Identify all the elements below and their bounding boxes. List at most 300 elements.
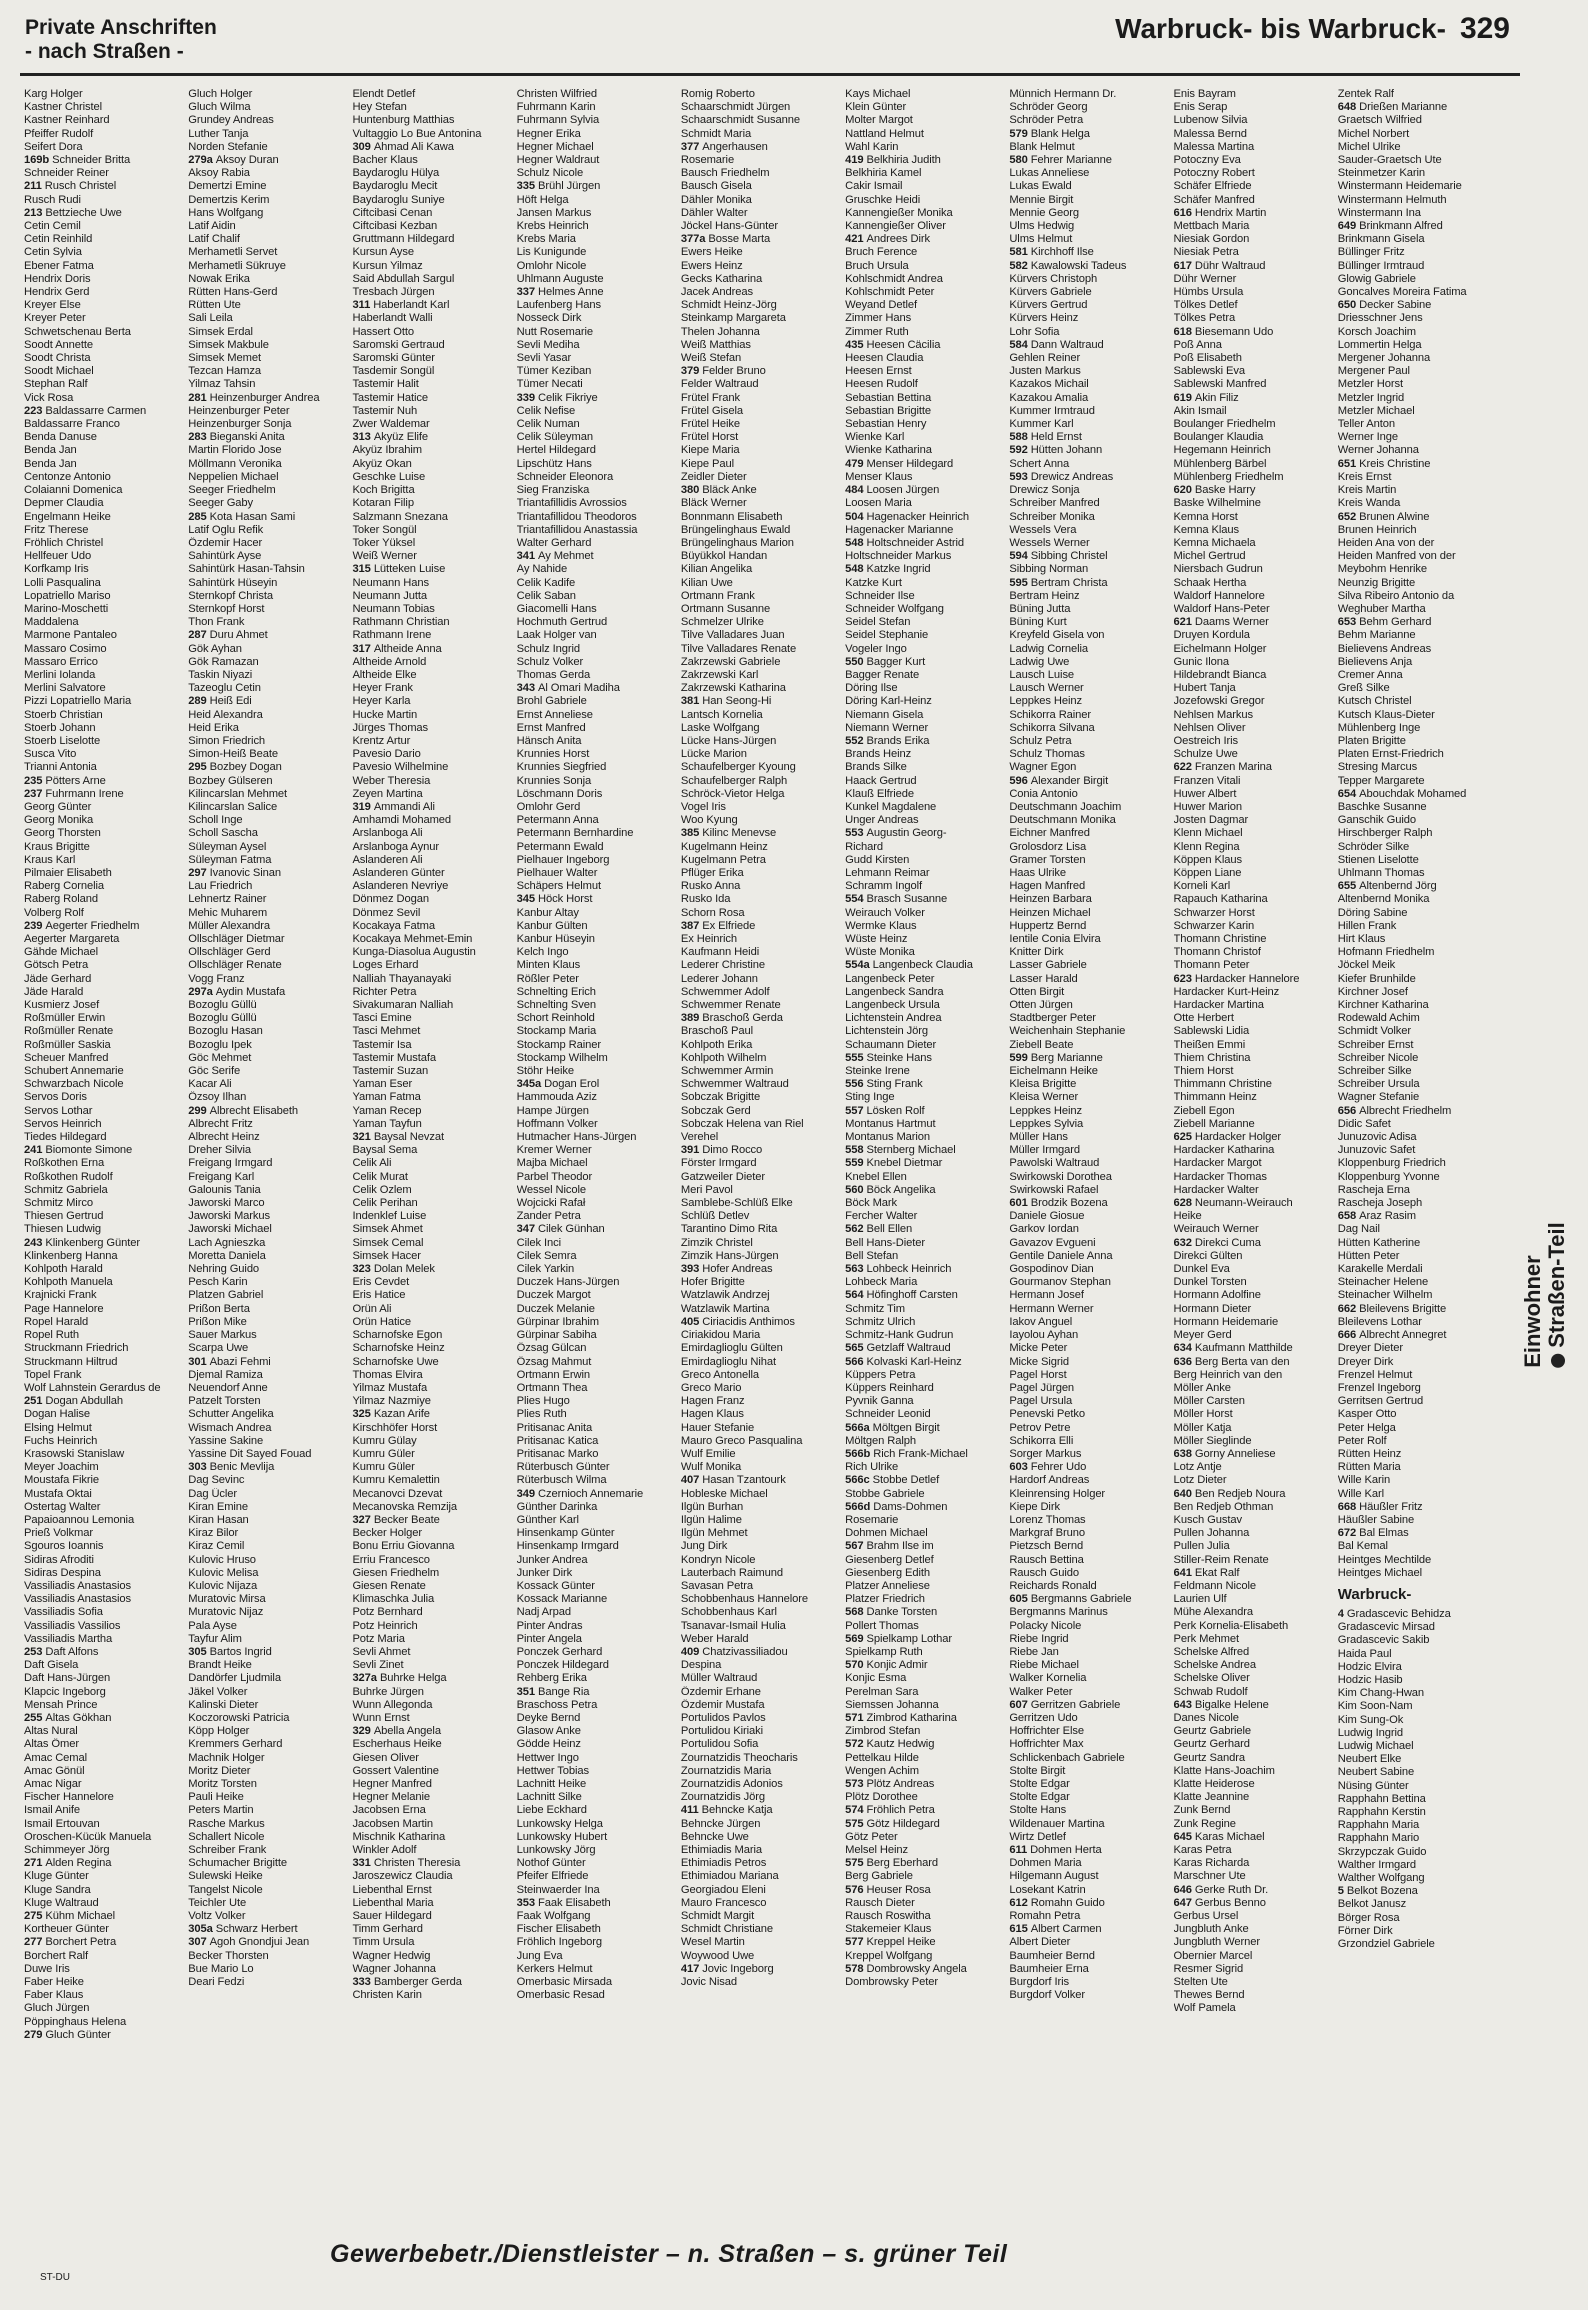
house-number: 349 — [516, 1487, 536, 1500]
house-number: 223 — [24, 404, 43, 417]
resident-name: Liebenthal Ernst — [352, 1883, 432, 1896]
resident-entry — [1009, 1976, 1167, 1989]
resident-entry — [1174, 167, 1332, 180]
resident-name: Möltgen Ralph — [845, 1434, 916, 1447]
resident-entry — [188, 761, 346, 774]
resident-entry — [1009, 1725, 1167, 1738]
house-number: 569 — [845, 1632, 864, 1645]
resident-entry — [1174, 273, 1332, 286]
resident-entry — [352, 1184, 510, 1197]
resident-entry — [845, 352, 1003, 365]
resident-entry — [517, 1237, 675, 1250]
resident-entry — [845, 695, 1003, 708]
resident-entry — [352, 299, 510, 312]
resident-name: Gruschke Heidi — [845, 193, 921, 206]
resident-entry — [1338, 880, 1496, 893]
resident-name: Sablewski Eva — [1173, 365, 1245, 378]
resident-entry — [681, 616, 839, 629]
resident-entry — [1009, 154, 1167, 167]
resident-entry — [517, 1395, 675, 1408]
resident-entry — [188, 1065, 346, 1078]
house-number: 169b — [24, 154, 50, 167]
resident-name: Conia Antonio — [1009, 787, 1078, 800]
resident-entry — [845, 801, 1003, 814]
resident-name: Braschoß Gerda — [702, 1012, 783, 1025]
resident-entry — [845, 1897, 1003, 1910]
resident-name: Kreis Wanda — [1337, 497, 1401, 510]
resident-name: Hardacker Kurt-Heinz — [1173, 985, 1280, 998]
resident-entry — [681, 352, 839, 365]
resident-name: Mauro Greco Pasqualina — [680, 1434, 803, 1447]
resident-entry — [1009, 814, 1167, 827]
resident-name: Fröhlich Christel — [24, 536, 104, 549]
resident-entry — [845, 775, 1003, 788]
resident-name: Cilek Yarkin — [516, 1263, 575, 1276]
resident-entry — [1338, 748, 1496, 761]
resident-name: Ebener Fatma — [24, 259, 94, 272]
resident-name: Daams Werner — [1194, 616, 1269, 629]
resident-entry — [1338, 1263, 1496, 1276]
resident-name: Sting Inge — [845, 1091, 895, 1104]
resident-name: Kondryn Nicole — [680, 1553, 756, 1566]
resident-entry — [1338, 1025, 1496, 1038]
resident-entry — [517, 1197, 675, 1210]
resident-name: Altenbernd Jörg — [1359, 880, 1437, 893]
resident-name: Duwe Iris — [24, 1962, 70, 1975]
resident-entry — [352, 709, 510, 722]
resident-entry — [352, 761, 510, 774]
resident-entry — [24, 920, 182, 933]
resident-entry — [1338, 669, 1496, 682]
resident-entry — [24, 590, 182, 603]
resident-entry — [681, 1157, 839, 1170]
resident-name: Albert Dieter — [1009, 1936, 1071, 1949]
resident-entry — [845, 1065, 1003, 1078]
resident-entry — [845, 339, 1003, 352]
resident-name: Drießen Marianne — [1359, 101, 1448, 114]
resident-name: Deyke Bernd — [516, 1711, 581, 1724]
resident-entry — [352, 841, 510, 854]
resident-name: Bergmanns Marinus — [1009, 1606, 1108, 1619]
resident-entry — [352, 1157, 510, 1170]
resident-entry — [24, 1435, 182, 1448]
resident-name: Aksoy Rabia — [188, 167, 250, 180]
resident-name: Schwemmer Waltraud — [680, 1078, 789, 1091]
resident-entry — [517, 1501, 675, 1514]
resident-name: Rascheja Joseph — [1337, 1197, 1423, 1210]
resident-name: Hofer Andreas — [702, 1263, 773, 1276]
resident-entry — [1174, 1369, 1332, 1382]
resident-entry — [1338, 1753, 1496, 1766]
resident-entry — [24, 1118, 182, 1131]
resident-entry — [1009, 1091, 1167, 1104]
resident-name: Klimaschka Julia — [352, 1593, 435, 1606]
resident-name: Greß Silke — [1337, 682, 1390, 695]
resident-entry — [352, 1540, 510, 1553]
resident-entry — [1338, 827, 1496, 840]
resident-name: Zournatzidis Jörg — [680, 1791, 765, 1804]
resident-name: Engelmann Heike — [24, 510, 111, 523]
resident-entry — [1338, 1223, 1496, 1236]
resident-entry — [24, 682, 182, 695]
resident-name: Gök Ramazan — [188, 655, 259, 668]
resident-entry — [1009, 1250, 1167, 1263]
house-number: 213 — [24, 206, 43, 219]
resident-entry — [1009, 511, 1167, 524]
resident-name: Reichards Ronald — [1009, 1579, 1097, 1592]
resident-name: Aslanderen Nevriye — [352, 880, 449, 893]
resident-name: Tastemir Suzan — [352, 1065, 429, 1078]
resident-entry — [352, 352, 510, 365]
house-number: 313 — [352, 431, 371, 444]
resident-name: Möller Sieglinde — [1173, 1434, 1252, 1447]
page-header — [0, 0, 1588, 90]
resident-entry — [1174, 1065, 1332, 1078]
resident-name: Schreiber Silke — [1337, 1065, 1412, 1078]
resident-entry — [1009, 959, 1167, 972]
resident-name: Timm Gerhard — [352, 1923, 423, 1936]
resident-entry — [517, 207, 675, 220]
resident-entry — [845, 1501, 1003, 1514]
resident-entry — [1174, 1884, 1332, 1897]
resident-entry — [1174, 1857, 1332, 1870]
resident-entry — [352, 577, 510, 590]
resident-name: Gradascevic Behidza — [1346, 1607, 1451, 1620]
resident-name: Schulz Nicole — [516, 167, 584, 180]
resident-name: Lehmann Reimar — [845, 866, 930, 879]
house-number: 566d — [845, 1500, 871, 1513]
resident-entry — [1174, 761, 1332, 774]
resident-name: Celik Numan — [516, 418, 580, 431]
resident-name: Ponczek Hildegard — [516, 1659, 609, 1672]
resident-entry — [1174, 220, 1332, 233]
resident-entry — [1338, 1501, 1496, 1514]
resident-name: Köppen Liane — [1173, 866, 1242, 879]
house-number: 237 — [24, 787, 43, 800]
resident-entry — [24, 1289, 182, 1302]
resident-entry — [24, 1131, 182, 1144]
resident-entry — [681, 511, 839, 524]
resident-entry — [188, 1884, 346, 1897]
resident-entry — [24, 1554, 182, 1567]
resident-entry — [24, 1408, 182, 1421]
resident-entry — [24, 418, 182, 431]
resident-name: Tazeoglu Cetin — [188, 682, 261, 695]
resident-name: Freigang Karl — [188, 1170, 255, 1183]
resident-entry — [352, 814, 510, 827]
resident-entry — [681, 1276, 839, 1289]
resident-name: Jacobsen Martin — [352, 1817, 434, 1830]
resident-name: Graetsch Wilfried — [1337, 114, 1422, 127]
resident-entry — [1174, 616, 1332, 629]
resident-name: Schramm Ingolf — [845, 880, 923, 893]
resident-name: Bozoglu Güllü — [188, 1012, 257, 1025]
resident-entry — [1009, 1897, 1167, 1910]
resident-entry — [681, 1593, 839, 1606]
resident-entry — [1174, 1567, 1332, 1580]
resident-name: Zimmer Ruth — [845, 325, 909, 338]
resident-entry — [681, 933, 839, 946]
resident-entry — [352, 1461, 510, 1474]
resident-name: Watzlawik Martina — [680, 1302, 770, 1315]
resident-name: Nüsing Günter — [1337, 1779, 1409, 1792]
resident-entry — [1174, 1923, 1332, 1936]
resident-name: Schäpers Helmut — [516, 880, 601, 893]
resident-entry — [681, 524, 839, 537]
resident-entry — [188, 339, 346, 352]
resident-name: Weiß Matthias — [680, 338, 751, 351]
resident-entry — [1338, 656, 1496, 669]
resident-name: Frütel Heike — [680, 418, 740, 431]
resident-name: Krebs Heinrich — [516, 220, 589, 233]
resident-entry — [1338, 167, 1496, 180]
resident-name: Siemssen Johanna — [845, 1698, 939, 1711]
resident-name: Stoerb Johann — [24, 721, 96, 734]
resident-name: Abazi Fehmi — [209, 1355, 271, 1368]
resident-entry — [517, 1435, 675, 1448]
resident-name: Brands Silke — [845, 761, 907, 774]
resident-entry — [681, 233, 839, 246]
resident-name: Baydaroglu Mecit — [352, 180, 438, 193]
resident-name: Ortmann Susanne — [680, 602, 771, 615]
resident-entry — [188, 1818, 346, 1831]
resident-entry — [517, 339, 675, 352]
resident-name: Patzelt Torsten — [188, 1395, 261, 1408]
resident-name: Sebastian Henry — [845, 418, 927, 431]
resident-entry — [681, 154, 839, 167]
resident-name: Korfkamp Iris — [24, 563, 89, 576]
resident-entry — [1174, 1091, 1332, 1104]
resident-entry — [517, 1712, 675, 1725]
resident-name: Katzke Kurt — [845, 576, 902, 589]
resident-name: Ziebell Beate — [1009, 1038, 1074, 1051]
resident-entry — [1174, 1540, 1332, 1553]
resident-name: Kohlschmidt Peter — [845, 286, 935, 299]
resident-name: Niemann Werner — [845, 721, 929, 734]
resident-entry — [352, 695, 510, 708]
resident-name: Zimmer Hans — [845, 312, 912, 325]
resident-name: Georg Thorsten — [24, 827, 101, 840]
resident-name: Kremer Werner — [516, 1144, 592, 1157]
resident-entry — [1338, 722, 1496, 735]
resident-name: Junuzovic Safet — [1337, 1144, 1416, 1157]
resident-name: Otten Jürgen — [1009, 999, 1073, 1012]
resident-entry — [1009, 880, 1167, 893]
resident-entry — [1174, 1461, 1332, 1474]
resident-entry — [517, 405, 675, 418]
resident-entry — [681, 1461, 839, 1474]
resident-entry — [845, 128, 1003, 141]
house-number: 377a — [680, 233, 706, 246]
resident-name: Schwemmer Adolf — [680, 985, 770, 998]
resident-entry — [517, 814, 675, 827]
resident-entry — [1009, 299, 1167, 312]
resident-entry — [24, 893, 182, 906]
resident-entry — [1338, 1740, 1496, 1753]
resident-name: Laurien Ulf — [1173, 1593, 1227, 1606]
resident-name: Gürpinar Ibrahim — [516, 1315, 599, 1328]
resident-name: Bozbey Dogan — [209, 761, 282, 774]
resident-entry — [681, 1778, 839, 1791]
resident-entry — [845, 537, 1003, 550]
resident-name: Helmes Anne — [538, 286, 604, 299]
resident-entry — [188, 260, 346, 273]
resident-name: Lütteken Luise — [373, 563, 446, 576]
resident-entry — [352, 1699, 510, 1712]
resident-name: Becker Beate — [373, 1513, 440, 1526]
resident-entry — [517, 114, 675, 127]
resident-entry — [352, 1606, 510, 1619]
resident-name: Schaarschmidt Jürgen — [680, 101, 791, 114]
resident-entry — [1174, 1131, 1332, 1144]
resident-entry — [517, 1303, 675, 1316]
resident-entry — [845, 1765, 1003, 1778]
resident-entry — [517, 365, 675, 378]
resident-entry — [188, 1382, 346, 1395]
resident-entry — [1009, 1461, 1167, 1474]
resident-name: Winstermann Ina — [1337, 206, 1421, 219]
resident-name: Kürvers Heinz — [1009, 312, 1079, 325]
resident-name: Kühm Michael — [45, 1910, 116, 1923]
resident-entry — [1338, 1819, 1496, 1832]
resident-name: Mühlenberg Bärbel — [1173, 457, 1267, 470]
resident-name: Krentz Artur — [352, 734, 411, 747]
resident-entry — [681, 260, 839, 273]
resident-name: Jaworski Michael — [188, 1223, 272, 1236]
resident-entry — [681, 880, 839, 893]
resident-name: Wesel Martin — [680, 1936, 745, 1949]
resident-entry — [24, 1276, 182, 1289]
resident-entry — [1174, 207, 1332, 220]
resident-entry — [1338, 577, 1496, 590]
resident-entry — [681, 1620, 839, 1633]
directory-column — [681, 88, 839, 2178]
resident-name: Haack Gertrud — [845, 774, 917, 787]
resident-name: Scheuer Manfred — [24, 1051, 109, 1064]
resident-name: Dohmen Maria — [1009, 1857, 1082, 1870]
resident-entry — [845, 1620, 1003, 1633]
house-number: 581 — [1009, 246, 1028, 259]
resident-name: Brands Erika — [866, 734, 930, 747]
resident-name: Thimmann Christine — [1173, 1078, 1272, 1091]
resident-name: Knebel Dietmar — [866, 1157, 943, 1170]
resident-name: Möllmann Veronika — [188, 457, 282, 470]
resident-name: Rapphahn Mario — [1337, 1832, 1420, 1845]
resident-name: Said Abdullah Sargul — [352, 272, 455, 285]
directory-columns — [24, 88, 1496, 2178]
resident-entry — [352, 1963, 510, 1976]
resident-name: Pöppinghaus Helena — [24, 2015, 127, 2028]
resident-entry — [24, 299, 182, 312]
resident-name: Stockamp Maria — [516, 1025, 597, 1038]
resident-entry — [1174, 1527, 1332, 1540]
resident-name: Kelch Ingo — [516, 946, 569, 959]
resident-entry — [517, 444, 675, 457]
resident-entry — [1174, 1289, 1332, 1302]
resident-entry — [188, 1131, 346, 1144]
resident-name: Schaumann Dieter — [845, 1038, 937, 1051]
section-title-line1: Private Anschriften — [25, 16, 217, 39]
resident-entry — [1338, 867, 1496, 880]
resident-entry — [681, 629, 839, 642]
resident-name: Stadtberger Peter — [1009, 1012, 1096, 1025]
resident-entry — [681, 207, 839, 220]
resident-entry — [845, 286, 1003, 299]
resident-name: Ortmann Frank — [680, 589, 755, 602]
resident-name: Hans Wolfgang — [188, 206, 264, 219]
resident-entry — [1009, 378, 1167, 391]
resident-name: Petermann Anna — [516, 814, 599, 827]
resident-entry — [1174, 1184, 1332, 1197]
resident-name: Direkci Cuma — [1194, 1236, 1261, 1249]
house-number: 411 — [680, 1804, 699, 1817]
resident-entry — [845, 1646, 1003, 1659]
resident-entry — [24, 154, 182, 167]
resident-entry — [352, 1118, 510, 1131]
resident-name: Wunn Allegonda — [352, 1698, 433, 1711]
resident-entry — [24, 1884, 182, 1897]
resident-name: Kiefer Brunhilde — [1337, 972, 1416, 985]
resident-entry — [24, 695, 182, 708]
resident-name: Rehberg Erika — [516, 1672, 587, 1685]
resident-entry — [517, 431, 675, 444]
house-number: 577 — [845, 1936, 864, 1949]
resident-name: Chatzivassiliadou — [702, 1645, 788, 1658]
resident-entry — [1338, 1382, 1496, 1395]
resident-name: Driesschner Jens — [1337, 312, 1423, 325]
resident-entry — [188, 1197, 346, 1210]
resident-name: Steinke Hans — [866, 1051, 932, 1064]
house-number: 281 — [188, 391, 207, 404]
resident-name: Perk Kornelia-Elisabeth — [1173, 1619, 1289, 1632]
resident-name: Korneli Karl — [1173, 880, 1231, 893]
resident-entry — [1338, 801, 1496, 814]
resident-name: Watzlawik Andrzej — [680, 1289, 770, 1302]
resident-entry — [1338, 959, 1496, 972]
resident-name: Giesen Renate — [352, 1579, 426, 1592]
resident-name: Schäfer Manfred — [1173, 193, 1255, 206]
resident-entry — [845, 365, 1003, 378]
resident-name: Heuser Rosa — [866, 1883, 931, 1896]
resident-name: Pagel Jürgen — [1009, 1381, 1075, 1394]
resident-entry — [681, 1738, 839, 1751]
resident-entry — [1338, 128, 1496, 141]
resident-entry — [352, 1950, 510, 1963]
resident-entry — [681, 431, 839, 444]
resident-name: Wirtz Detlef — [1009, 1830, 1066, 1843]
resident-entry — [1174, 577, 1332, 590]
resident-name: Nosseck Dirk — [516, 312, 582, 325]
resident-entry — [352, 1065, 510, 1078]
resident-name: Baske Wilhelmine — [1173, 497, 1261, 510]
resident-name: Fehrer Marianne — [1030, 154, 1112, 167]
resident-name: Nowak Erika — [188, 272, 250, 285]
resident-name: Lederer Christine — [680, 959, 765, 972]
resident-entry — [24, 1250, 182, 1263]
resident-name: Stephan Ralf — [24, 378, 88, 391]
resident-entry — [1174, 2002, 1332, 2015]
resident-entry — [188, 1474, 346, 1487]
resident-name: Jacobsen Erna — [352, 1804, 426, 1817]
resident-name: Scarpa Uwe — [188, 1342, 249, 1355]
resident-entry — [1009, 1474, 1167, 1487]
resident-name: Lohbeck Maria — [845, 1276, 918, 1289]
resident-name: Schröder Georg — [1009, 101, 1088, 114]
resident-name: Justen Markus — [1009, 365, 1081, 378]
house-number: 343 — [516, 682, 536, 695]
resident-name: Despina — [680, 1659, 722, 1672]
resident-entry — [188, 418, 346, 431]
